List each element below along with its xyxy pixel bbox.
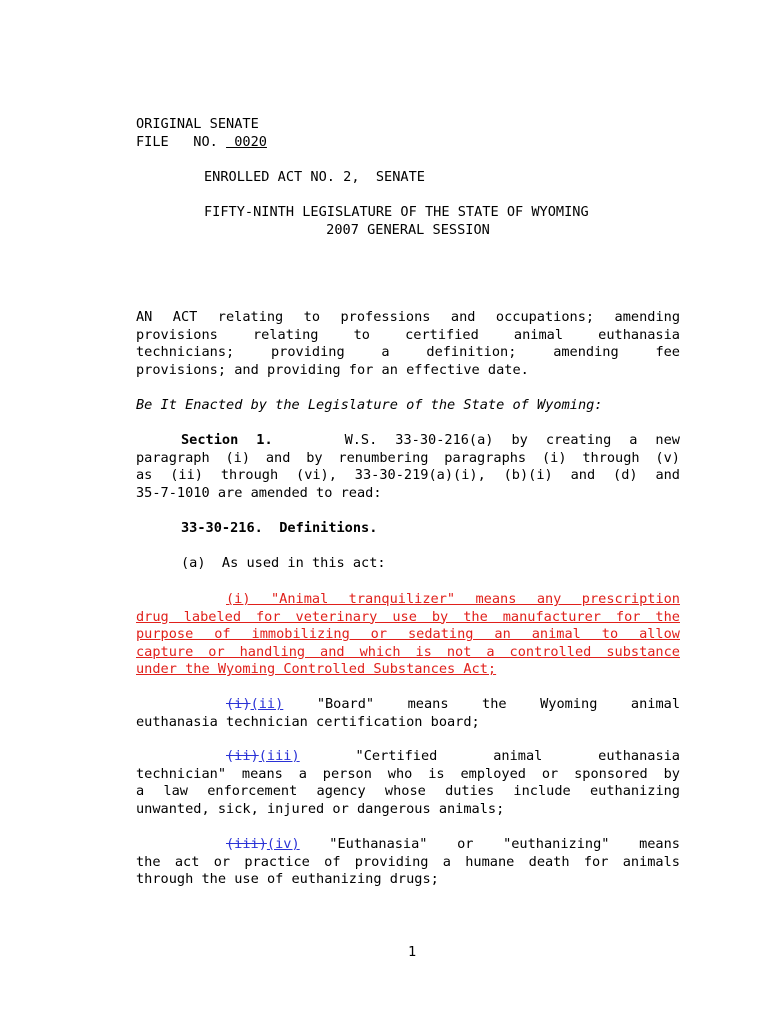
inserted-text-line: under the Wyoming Controlled Substances Act; — [136, 661, 497, 677]
statute-heading: 33-30-216. Definitions. — [181, 520, 378, 536]
deleted-number: (ii) — [226, 748, 259, 764]
inserted-number: (iv) — [266, 836, 300, 852]
section-1-line: as (ii) through (vi), 33-30-219(a)(i), (b)(i) and (d) and — [136, 467, 680, 483]
new-paragraph-animal-tranquilizer — [136, 591, 680, 679]
session-line: 2007 GENERAL SESSION — [326, 222, 490, 238]
legislature-line: FIFTY-NINTH LEGISLATURE OF THE STATE OF WYOMING — [204, 204, 589, 220]
header-file-line — [136, 134, 267, 152]
paragraph-line: the act or practice of providing a humane death for animals — [136, 853, 680, 870]
inserted-text-line: (i) "Animal tranquilizer" means any prescription — [226, 591, 680, 607]
section-1-label: Section 1. — [181, 432, 273, 448]
section-1-line: 35-7-1010 are amended to read: — [136, 484, 382, 501]
inserted-text-line: drug labeled for veterinary use by the manufacturer for the — [136, 608, 680, 625]
title-line: AN ACT relating to professions and occupations; amending — [136, 309, 680, 325]
inserted-text-line: purpose of immobilizing or sedating an animal to allow — [136, 626, 680, 642]
title-line: technicians; providing a definition; amending fee — [136, 344, 680, 360]
deleted-number: (iii) — [226, 836, 267, 852]
paragraph-line: unwanted, sick, injured or dangerous animals; — [136, 800, 505, 817]
paragraph-line: euthanasia technician certification board; — [136, 713, 480, 730]
act-title — [136, 309, 680, 379]
enacting-clause: Be It Enacted by the Legislature of the State of Wyoming: — [136, 397, 603, 413]
paragraph-euthanasia: (iii)(iv) "Euthanasia" or "euthanizing" means the act or practice of providing a humane death for animals through the use of euthanizing drugs; — [136, 836, 680, 887]
inserted-number: (ii) — [250, 696, 284, 712]
section-1-line: Section 1. W.S. 33-30-216(a) by creating a new — [181, 432, 680, 448]
inserted-text-line: capture or handling and which is not a controlled substance — [136, 643, 680, 660]
paragraph-board: (i)(ii) "Board" means the Wyoming animal euthanasia technician certification board; — [136, 696, 680, 730]
file-number: 0020 — [226, 134, 267, 150]
paragraph-line: a law enforcement agency whose duties include euthanizing — [136, 783, 680, 799]
file-label: FILE NO. — [136, 134, 218, 150]
title-line: provisions relating to certified animal euthanasia — [136, 326, 680, 343]
subsection-a: (a) As used in this act: — [181, 555, 386, 571]
section-1-line: paragraph (i) and by renumbering paragraphs (i) through (v) — [136, 449, 680, 466]
paragraph-line: through the use of euthanizing drugs; — [136, 871, 439, 887]
page-number: 1 — [408, 944, 417, 960]
inserted-number: (iii) — [258, 748, 300, 764]
paragraph-line: technician" means a person who is employed or sponsored by — [136, 765, 680, 782]
deleted-number: (i) — [226, 696, 251, 712]
enrolled-act-line: ENROLLED ACT NO. 2, SENATE — [204, 169, 425, 185]
paragraph-certified-technician: (ii)(iii) "Certified animal euthanasia technician" means a person who is employed or sponsored by a law enforcement agency whose duties include euthanizing unwanted, sick, injured or dangerous animals; — [136, 748, 680, 817]
section-1 — [136, 432, 680, 502]
title-line: provisions; and providing for an effective date. — [136, 361, 529, 378]
header-original-senate: ORIGINAL SENATE — [136, 116, 259, 132]
